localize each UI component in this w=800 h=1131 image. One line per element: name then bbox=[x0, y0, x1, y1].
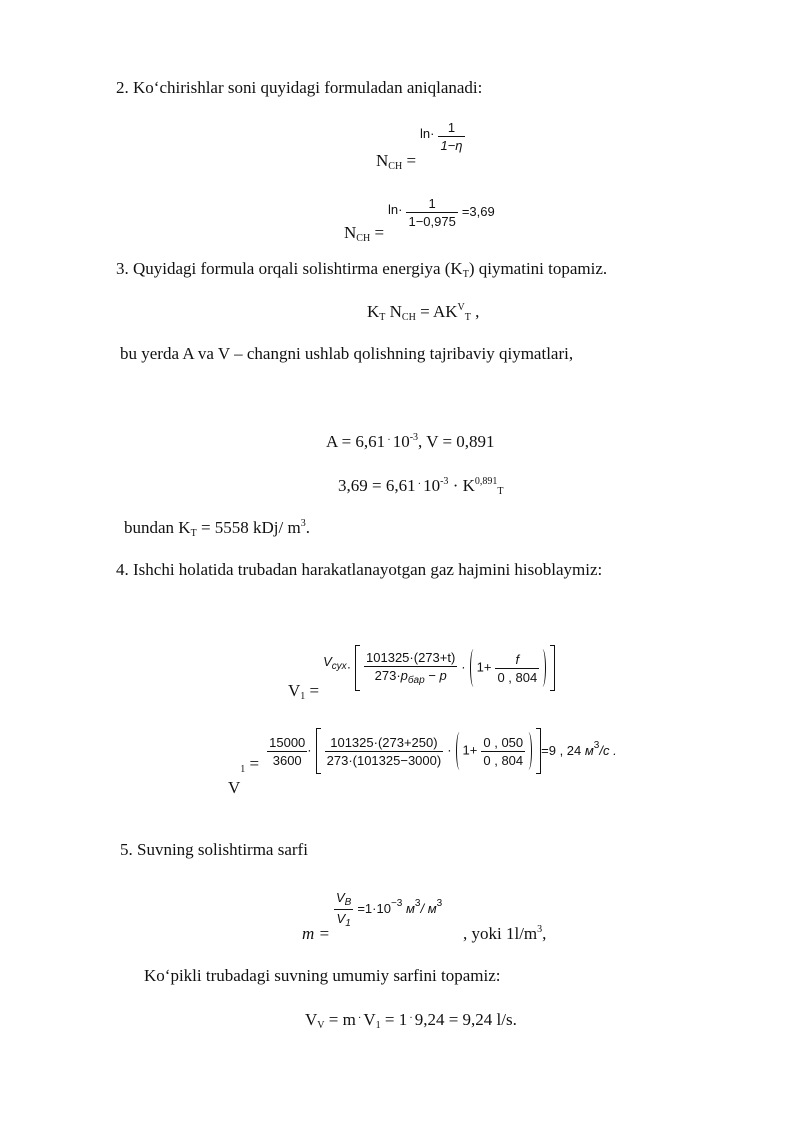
formula-nch-general: $N_{CH} = ^{ln\cdot}$ $\frac{1}{1-\eta}$ bbox=[376, 120, 463, 173]
formula-kt: $K_T$ $N_{CH} = AK^V_T$ , bbox=[367, 302, 480, 323]
formula-m-tail: , yoki $1l/m^3$, bbox=[463, 924, 547, 943]
section-4-heading: 4. Ishchi holatida trubadan harakatlanayotgan gaz hajmini hisoblaymiz: bbox=[116, 560, 603, 579]
section-3-heading: 3. Quyidagi formula orqali solishtirma energiya $(K_T)$ qiymatini topamiz. bbox=[116, 259, 608, 280]
result-kt: bundan $K_T = 5558$ kDj/ $m^3$. bbox=[124, 518, 310, 539]
section-2-heading: 2. Ko‘chirishlar soni quyidagi formuladan aniqlanadi: bbox=[116, 78, 483, 97]
total-consumption-text: Ko‘pikli trubadagi suvning umumiy sarfini topamiz: bbox=[144, 966, 501, 985]
formula-v1-numeric: V $_1$ = $\frac{15000}{3600}$ · $\frac{101325\cdot(273+250)}{273\cdot(101325-3000)}$ · 1+ $\frac{0 , 050}{0 , 804}$ =9 , 24 $м^3/с$ . bbox=[228, 728, 617, 774]
section-5-heading: 5. Suvning solishtirma sarfi bbox=[120, 840, 308, 859]
formula-vv: $V_V = m$ . $V_1 = 1$ . 9,24 = 9,24 l/s. bbox=[305, 1010, 517, 1031]
formula-m: m = $\frac{V_B}{V_1}$ $^{=1\cdot 10^{-3} м^3/ м^3}$ bbox=[302, 890, 443, 944]
equation-kt: 3,69 = 6,61 . $10^{-3} \cdot K^{0,891}_T$ bbox=[338, 476, 504, 497]
formula-nch-numeric: $N_{CH} = \ln\cdot$ $\frac{1}{1-0,975}$ =3,69 bbox=[344, 196, 495, 245]
formula-v1-general: $V_1 = ^{V_{сух}}\cdot$ $\frac{101325\cdot(273+t)}{273\cdot p_{бар} - p}$ · 1+ $\frac{f}{0 , 804}$ bbox=[288, 645, 555, 691]
values-a-v: A = 6,61 . $10^{-3}$, V = 0,891 bbox=[326, 432, 495, 451]
explanation-text: bu yerda A va V – changni ushlab qolishning tajribaviy qiymatlari, bbox=[120, 344, 574, 363]
